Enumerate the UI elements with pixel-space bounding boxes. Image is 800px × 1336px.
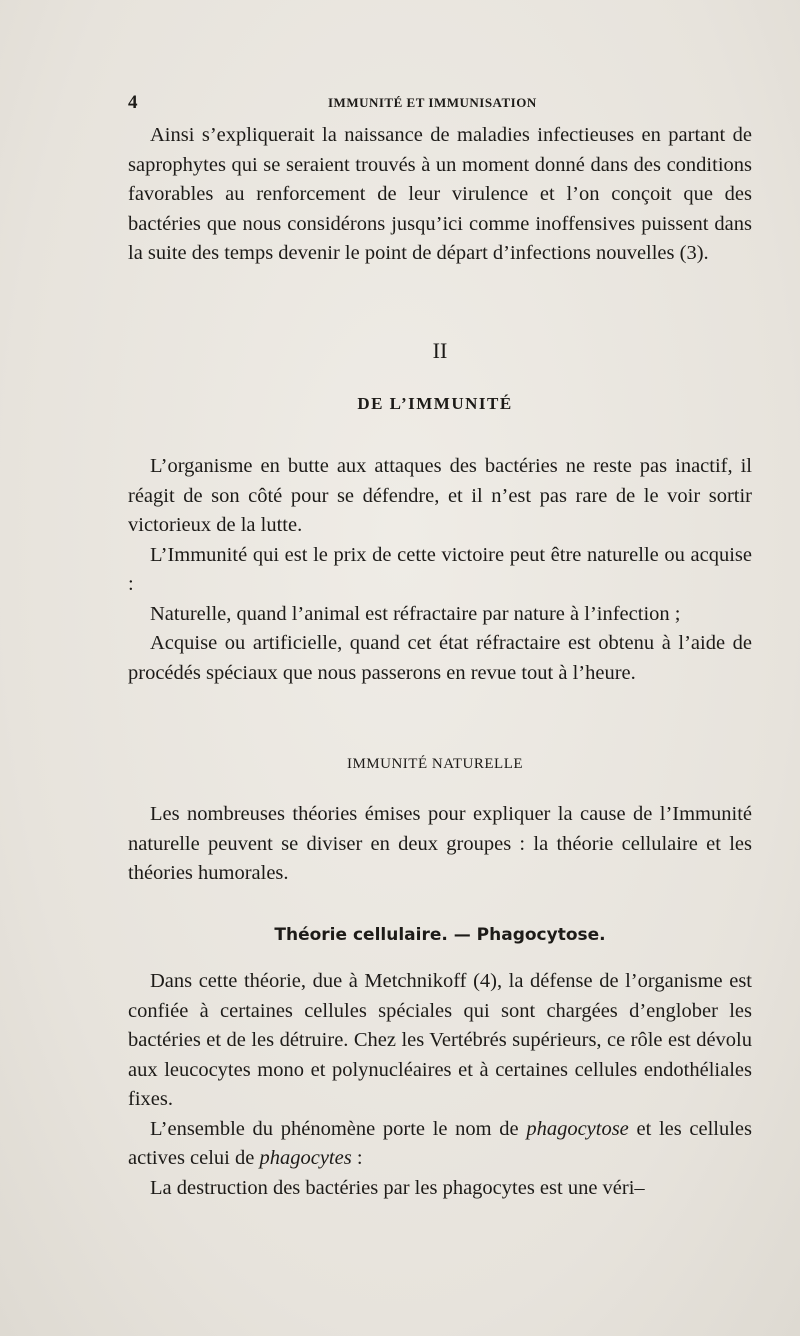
paragraph: Dans cette théorie, due à Metchnikoff (4), la défense de l’organisme est confiée à certaines cellules spéciales qui sont chargées d’englober les bactéries et de les détruire. Chez les Vertébrés supérieurs, ce rôle est dévolu aux leucocytes mono et polynucléaires et à certaines cellules endothéliales fixes. bbox=[128, 970, 752, 1110]
natural-immunity-heading: IMMUNITÉ NATURELLE bbox=[346, 756, 524, 772]
immunity-text-block bbox=[128, 452, 752, 688]
paragraph: L’organisme en butte aux attaques des bactéries ne reste pas inactif, il réagit de son côté pour se défendre, et il n’est pas rare de le voir sortir victorieux de la lutte. bbox=[128, 455, 752, 536]
term-phagocytose: phagocytose bbox=[526, 1117, 629, 1140]
running-head: IMMUNITÉ ET IMMUNISATION bbox=[328, 95, 537, 110]
term-phagocytes: phagocytes bbox=[259, 1147, 352, 1169]
intro-paragraph: Ainsi s’expliquerait la naissance de maladies infectieuses en partant de saprophytes qui se seraient trouvés à un moment donné dans des conditions favorables au renforcement de leur virulence et l’on conçoit que des bactéries que nous considérons jusqu’ici comme inoffensives puissent dans la suite des temps devenir le point de départ d’infections nouvelles (3). bbox=[128, 124, 752, 264]
page-header bbox=[128, 92, 750, 116]
paragraph: Naturelle, quand l’animal est réfractaire par nature à l’infection ; bbox=[150, 602, 681, 625]
section-number: II bbox=[432, 338, 448, 363]
paragraph: Les nombreuses théories émises pour expliquer la cause de l’Immunité naturelle peuvent se diviser en deux groupes : la théorie cellulaire et les théories humorales. bbox=[128, 803, 752, 884]
cellular-theory-heading: Théorie cellulaire. — Phagocytose. bbox=[274, 925, 606, 945]
cellular-theory-text-block bbox=[128, 967, 752, 1203]
text-span: L’ensemble du phénomène porte le nom de bbox=[150, 1117, 527, 1140]
text-span: : bbox=[351, 1147, 363, 1169]
page-number: 4 bbox=[128, 92, 138, 113]
section-title: DE L’IMMUNITÉ bbox=[357, 394, 513, 413]
intro-text-block bbox=[128, 121, 752, 269]
paragraph: Acquise ou artificielle, quand cet état réfractaire est obtenu à l’aide de procédés spéciaux que nous passerons en revue tout à l’heure. bbox=[128, 632, 752, 684]
natural-immunity-text-block bbox=[128, 800, 752, 889]
paragraph bbox=[128, 1115, 752, 1174]
paragraph: La destruction des bactéries par les phagocytes est une véri– bbox=[150, 1176, 645, 1199]
paragraph: L’Immunité qui est le prix de cette victoire peut être naturelle ou acquise : bbox=[128, 543, 752, 595]
text-span: et les cellules actives celui de bbox=[128, 1117, 752, 1169]
